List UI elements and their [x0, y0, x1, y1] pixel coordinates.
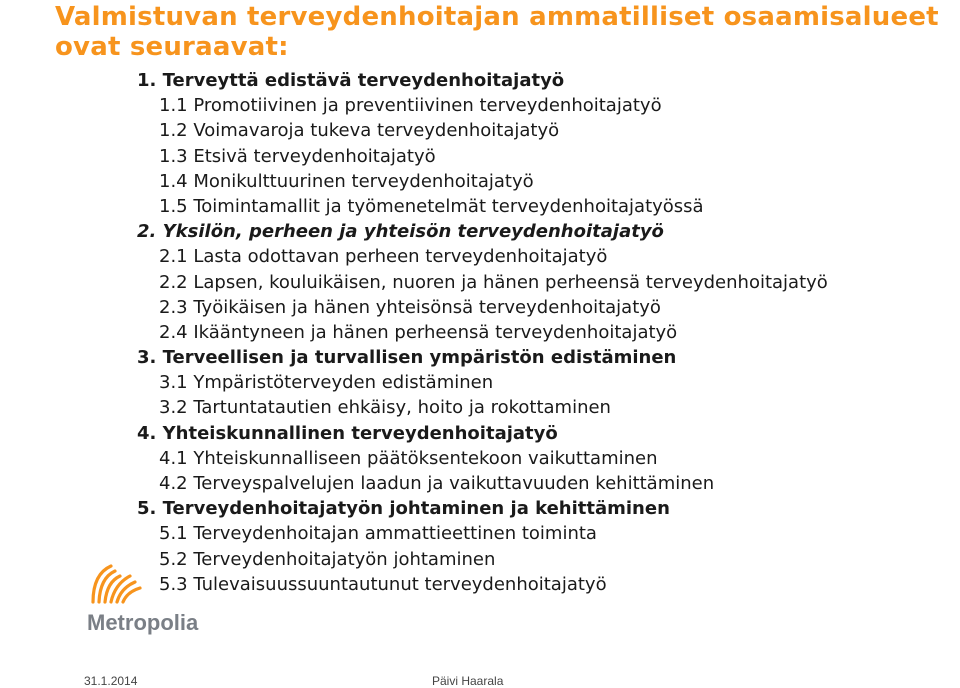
footer-date: 31.1.2014: [84, 674, 138, 688]
slide-title: Valmistuvan terveydenhoitajan ammatilliset osaamisalueet ovat seuraavat:: [55, 2, 939, 62]
competence-area-heading: 2. Yksilön, perheen ja yhteisön terveydenhoitajatyö: [137, 221, 664, 243]
competence-sub-item: 5.2 Terveydenhoitajatyön johtaminen: [159, 548, 496, 570]
competence-sub-item: 2.4 Ikääntyneen ja hänen perheensä terveydenhoitajatyö: [159, 321, 678, 343]
competence-sub-item: 3.2 Tartuntatautien ehkäisy, hoito ja rokottaminen: [159, 397, 611, 419]
competence-sub-item: 5.1 Terveydenhoitajan ammattieettinen toiminta: [159, 523, 597, 545]
competence-sub-item: 1.4 Monikulttuurinen terveydenhoitajatyö: [159, 170, 534, 192]
competence-sub-item: 5.3 Tulevaisuussuuntautunut terveydenhoitajatyö: [159, 573, 607, 595]
competence-sub-item: 2.1 Lasta odottavan perheen terveydenhoitajatyö: [159, 246, 608, 268]
competence-sub-item: 1.5 Toimintamallit ja työmenetelmät terveydenhoitajatyössä: [159, 195, 704, 217]
competence-sub-item: 4.1 Yhteiskunnalliseen päätöksentekoon vaikuttaminen: [159, 447, 658, 469]
competence-area-heading: 1. Terveyttä edistävä terveydenhoitajatyö: [137, 70, 565, 91]
competence-sub-item: 4.2 Terveyspalvelujen laadun ja vaikuttavuuden kehittäminen: [159, 473, 715, 494]
competence-sub-item: 1.1 Promotiivinen ja preventiivinen terveydenhoitajatyö: [159, 95, 662, 117]
competence-area-heading: 4. Yhteiskunnallinen terveydenhoitajatyö: [137, 422, 558, 444]
footer-author: Päivi Haarala: [432, 674, 504, 688]
competence-sub-item: 2.2 Lapsen, kouluikäisen, nuoren ja hänen perheensä terveydenhoitajatyö: [159, 271, 828, 293]
competence-sub-item: 3.1 Ympäristöterveyden edistäminen: [159, 372, 494, 394]
competence-list: [137, 68, 937, 597]
competence-sub-item: 1.2 Voimavaroja tukeva terveydenhoitajatyö: [159, 120, 560, 142]
logo-text: Metropolia: [87, 610, 199, 635]
competence-area-heading: 5. Terveydenhoitajatyön johtaminen ja kehittäminen: [137, 498, 670, 520]
competence-area-heading: 3. Terveellisen ja turvallisen ympäristön edistäminen: [137, 347, 677, 369]
metropolia-logo-icon: [85, 560, 210, 638]
competence-sub-item: 2.3 Työikäisen ja hänen yhteisönsä terveydenhoitajatyö: [159, 296, 661, 318]
competence-sub-item: 1.3 Etsivä terveydenhoitajatyö: [159, 145, 436, 167]
